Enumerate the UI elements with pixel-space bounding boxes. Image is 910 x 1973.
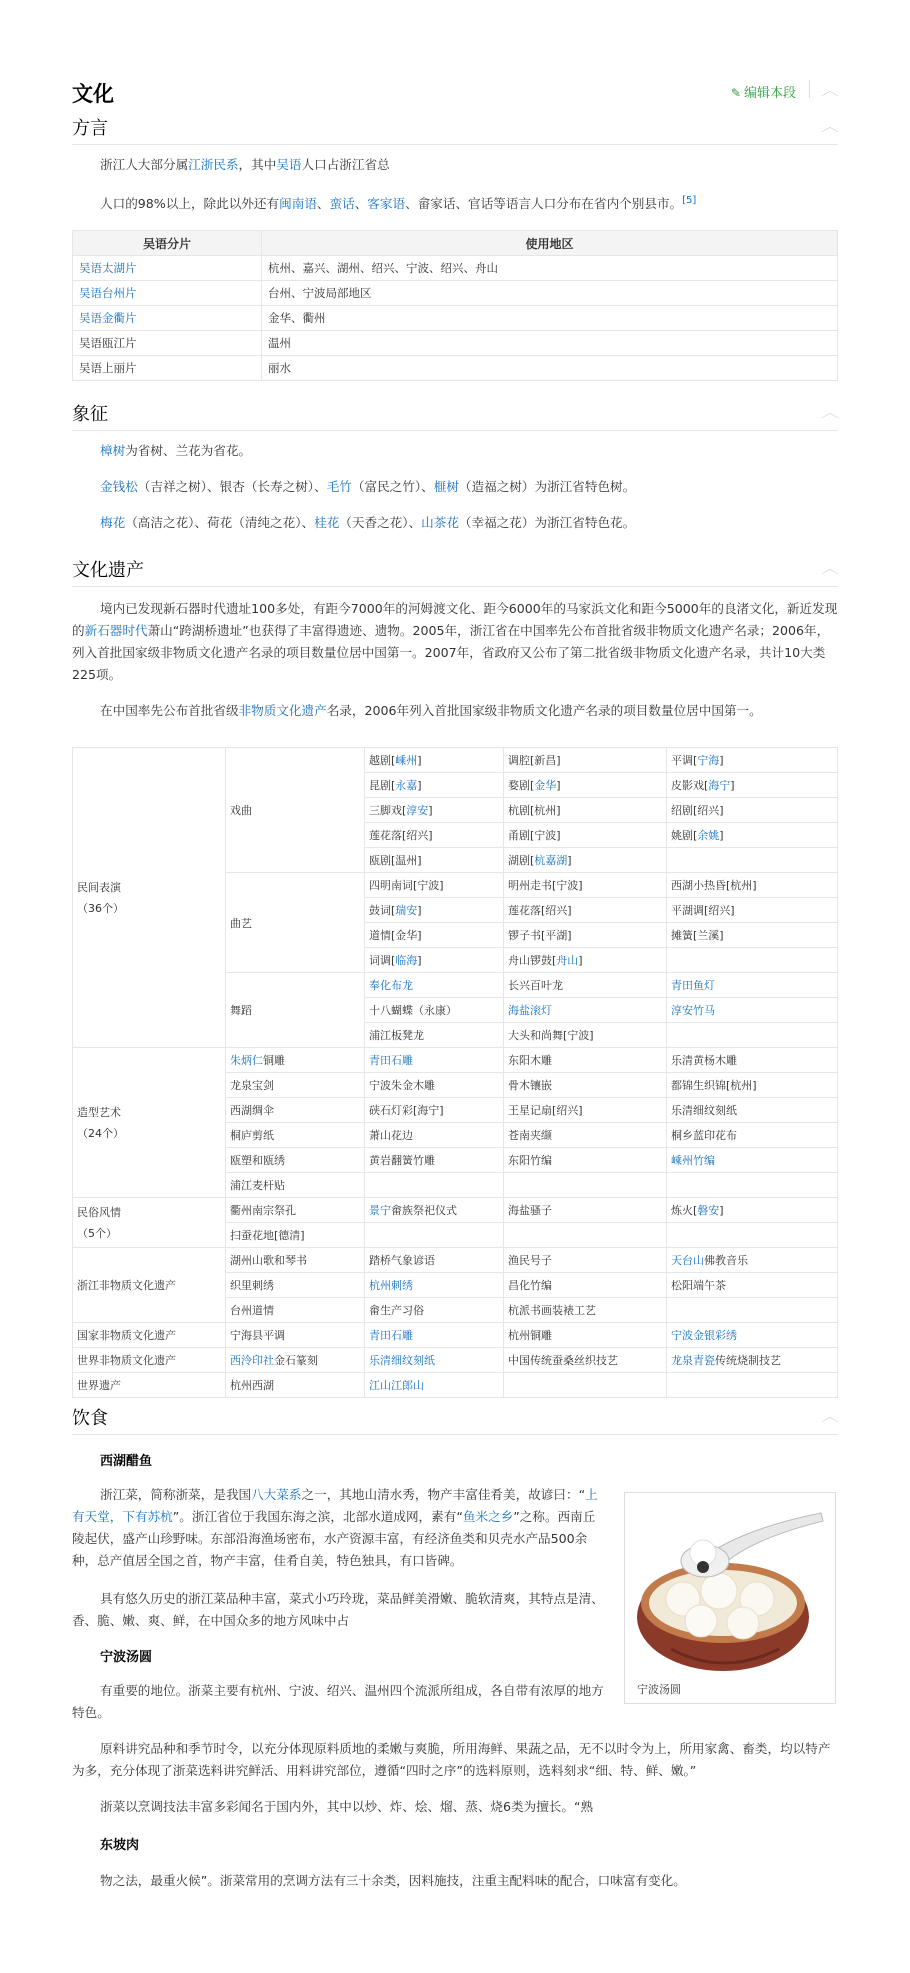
- table-cell: 调腔[新昌]: [504, 748, 667, 773]
- link[interactable]: 吴语: [276, 157, 302, 172]
- link[interactable]: 八大菜系: [251, 1487, 302, 1502]
- table-cell: [667, 1223, 838, 1248]
- table-cell: [667, 1373, 838, 1398]
- table-cell: 婺剧[金华]: [504, 773, 667, 798]
- section-title: 象征: [72, 404, 108, 425]
- section-title: 方言: [72, 118, 108, 139]
- table-cell: [365, 1223, 504, 1248]
- table-cell: [504, 1373, 667, 1398]
- table-cell: 台州、宁波局部地区: [262, 281, 838, 306]
- tangyuan-image: [631, 1499, 827, 1677]
- table-cell: 姚剧[余姚]: [667, 823, 838, 848]
- paragraph: 有重要的地位。浙菜主要有杭州、宁波、绍兴、温州四个流派所组成，各自带有浓厚的地方特色。: [72, 1683, 604, 1720]
- table-row: [73, 1198, 838, 1223]
- table-cell: 宁海县平调: [226, 1323, 365, 1348]
- table-cell: 十八蝴蝶（永康）: [365, 998, 504, 1023]
- section-title: 文化遗产: [72, 560, 144, 581]
- table-cell: 景宁畲族祭祀仪式: [365, 1198, 504, 1223]
- paragraph: 原料讲究品种和季节时令，以充分体现原料质地的柔嫩与爽脆，所用海鲜、果蔬之品，无不以时令为上，所用家禽、畜类，均以特产为多，充分体现了浙菜选料讲究鲜活、用料讲究部位，遵循“四时之序”的选料原则，选料刻求“细、特、鲜、嫩。”: [72, 1741, 831, 1778]
- table-row: [73, 331, 838, 356]
- table-cell-link[interactable]: 吴语台州片: [73, 281, 262, 306]
- table-cell: 吴语瓯江片: [73, 331, 262, 356]
- table-cell: 浦江板凳龙: [365, 1023, 504, 1048]
- edit-section-link[interactable]: ✎ 编辑本段: [730, 86, 796, 101]
- chevron-up-icon[interactable]: ︿: [820, 406, 840, 420]
- category-cell: 世界非物质文化遗产: [73, 1348, 226, 1373]
- table-cell: 桐庐剪纸: [226, 1123, 365, 1148]
- table-cell: 乐清细纹刻纸: [365, 1348, 504, 1373]
- table-cell: 金华、衢州: [262, 306, 838, 331]
- table-cell: 朱炳仁铜雕: [226, 1048, 365, 1073]
- table-cell: 畲生产习俗: [365, 1298, 504, 1323]
- link[interactable]: 客家语: [367, 196, 406, 212]
- column-header: 吴语分片: [73, 231, 262, 256]
- table-cell: 道情[金华]: [365, 923, 504, 948]
- reference-link[interactable]: [5]: [682, 195, 697, 206]
- link[interactable]: 梅花: [100, 515, 126, 530]
- section-header-heritage: [72, 552, 838, 587]
- table-row: [73, 1048, 838, 1073]
- table-cell: [667, 848, 838, 873]
- table-row: [73, 1373, 838, 1398]
- table-row: [73, 356, 838, 381]
- table-cell: 西泠印社金石篆刻: [226, 1348, 365, 1373]
- paragraph: 浙江人大部分属江浙民系，其中吴语人口占浙江省总: [100, 157, 390, 172]
- table-cell: 吴语上丽片: [73, 356, 262, 381]
- image-frame[interactable]: [624, 1492, 836, 1704]
- table-cell: 舟山锣鼓[舟山]: [504, 948, 667, 973]
- table-cell: 海盐骚子: [504, 1198, 667, 1223]
- table-cell: [504, 1223, 667, 1248]
- table-cell: 西湖绸伞: [226, 1098, 365, 1123]
- chevron-up-icon[interactable]: ︿: [820, 84, 840, 98]
- table-cell: [667, 1023, 838, 1048]
- table-cell: 东阳竹编: [504, 1148, 667, 1173]
- table-cell: 越剧[嵊州]: [365, 748, 504, 773]
- table-cell: [504, 1173, 667, 1198]
- chevron-up-icon[interactable]: ︿: [820, 1410, 840, 1424]
- table-cell: [667, 1173, 838, 1198]
- table-cell: 中国传统蚕桑丝织技艺: [504, 1348, 667, 1373]
- table-cell-link[interactable]: 吴语太湖片: [73, 256, 262, 281]
- table-cell: 大头和尚舞[宁波]: [504, 1023, 667, 1048]
- table-cell: 踏桥气象谚语: [365, 1248, 504, 1273]
- table-row: [73, 281, 838, 306]
- table-cell: 乐清黄杨木雕: [667, 1048, 838, 1073]
- subcategory-cell: 戏曲: [226, 748, 365, 873]
- table-cell: 炼火[磐安]: [667, 1198, 838, 1223]
- dish-title: 宁波汤圆: [100, 1650, 153, 1665]
- heritage-table: [72, 747, 838, 1398]
- category-cell: 世界遗产: [73, 1373, 226, 1398]
- paragraph: 境内已发现新石器时代遗址100多处，有距今7000年的河姆渡文化、距今6000年的马家浜文化和距今5000年的良渚文化，新近发现的新石器时代萧山“跨湖桥遗址”也获得了丰富得遗迹、遗物。2005年，浙江省在中国率先公布首批省级非物质文化遗产名录；2006年，列入首批国家级非物质文化遗产名录的项目数量位居中国第一。2007年，省政府又公布了第二批省级非物质文化遗产名录，共计10大类225项。: [72, 601, 838, 682]
- link[interactable]: 毛竹: [326, 479, 352, 494]
- link[interactable]: 金钱松: [100, 479, 138, 494]
- section-title: 饮食: [72, 1408, 108, 1429]
- table-cell: 杭州刺绣: [365, 1273, 504, 1298]
- paragraph: 在中国率先公布首批省级非物质文化遗产名录，2006年列入首批国家级非物质文化遗产名录的项目数量位居中国第一。: [100, 703, 762, 718]
- table-cell: 瓯剧[温州]: [365, 848, 504, 873]
- table-cell: 宁波金银彩绣: [667, 1323, 838, 1348]
- table-cell: 丽水: [262, 356, 838, 381]
- table-cell: 湖州山歌和琴书: [226, 1248, 365, 1273]
- table-cell: 瓯塑和瓯绣: [226, 1148, 365, 1173]
- table-cell: 骨木镶嵌: [504, 1073, 667, 1098]
- pencil-icon: ✎: [730, 86, 741, 100]
- table-cell: 龙泉青瓷传统烧制技艺: [667, 1348, 838, 1373]
- paragraph: 人口的98%以上，除此以外还有闽南语、蛮话、客家语、畲家话、官话等语言人口分布在省内个别县市。[5]: [100, 195, 697, 212]
- table-cell: 青田鱼灯: [667, 973, 838, 998]
- table-cell: 杭州铜雕: [504, 1323, 667, 1348]
- table-row: [73, 748, 838, 773]
- link[interactable]: 闽南语: [279, 196, 317, 212]
- category-cell: 民俗风情 （5个）: [73, 1198, 226, 1248]
- link[interactable]: 新石器时代: [84, 623, 148, 638]
- table-cell: 青田石雕: [365, 1323, 504, 1348]
- table-cell: 都锦生织锦[杭州]: [667, 1073, 838, 1098]
- paragraph: 樟树为省树、兰花为省花。: [100, 443, 252, 458]
- table-row: [73, 1348, 838, 1373]
- subcategory-cell: 舞蹈: [226, 973, 365, 1048]
- table-cell: 硖石灯彩[海宁]: [365, 1098, 504, 1123]
- table-cell: 嵊州竹编: [667, 1148, 838, 1173]
- table-cell: 海盐滚灯: [504, 998, 667, 1023]
- table-cell: 桐乡蓝印花布: [667, 1123, 838, 1148]
- category-cell: 造型艺术 （24个）: [73, 1048, 226, 1198]
- link[interactable]: 榧树: [433, 479, 459, 494]
- table-cell: 乐清细纹刻纸: [667, 1098, 838, 1123]
- table-cell: 皮影戏[海宁]: [667, 773, 838, 798]
- table-header-row: [73, 231, 838, 256]
- table-cell: 三脚戏[淳安]: [365, 798, 504, 823]
- divider: [809, 80, 810, 98]
- table-cell: 锣子书[平湖]: [504, 923, 667, 948]
- table-cell: 湖剧[杭嘉湖]: [504, 848, 667, 873]
- image-caption: 宁波汤圆: [637, 1683, 681, 1696]
- table-cell: 平湖调[绍兴]: [667, 898, 838, 923]
- table-cell: 台州道情: [226, 1298, 365, 1323]
- table-cell: 青田石雕: [365, 1048, 504, 1073]
- table-cell: 苍南夹缬: [504, 1123, 667, 1148]
- chevron-up-icon[interactable]: ︿: [820, 562, 840, 576]
- section-header-food: [72, 1400, 838, 1435]
- table-row: [73, 1248, 838, 1273]
- table-cell: 杭州、嘉兴、湖州、绍兴、宁波、绍兴、舟山: [262, 256, 838, 281]
- table-cell: 江山江郎山: [365, 1373, 504, 1398]
- table-cell: 奉化布龙: [365, 973, 504, 998]
- table-cell: 织里刺绣: [226, 1273, 365, 1298]
- paragraph: 浙菜以烹调技法丰富多彩闻名于国内外，其中以炒、炸、烩、熘、蒸、烧6类为擅长。“熟: [100, 1799, 594, 1814]
- table-cell: 鼓词[瑞安]: [365, 898, 504, 923]
- link[interactable]: 上有天堂，下有苏杭: [72, 1487, 598, 1524]
- category-cell: 国家非物质文化遗产: [73, 1323, 226, 1348]
- table-cell: 杭州西湖: [226, 1373, 365, 1398]
- table-cell: 王星记扇[绍兴]: [504, 1098, 667, 1123]
- table-row: [73, 256, 838, 281]
- table-cell: 温州: [262, 331, 838, 356]
- section-header-symbol: [72, 396, 838, 431]
- table-cell: 杭派书画装裱工艺: [504, 1298, 667, 1323]
- category-cell: 浙江非物质文化遗产: [73, 1248, 226, 1323]
- table-cell: [667, 948, 838, 973]
- table-cell: 萧山花边: [365, 1123, 504, 1148]
- table-cell: 绍剧[绍兴]: [667, 798, 838, 823]
- table-cell: 昆剧[永嘉]: [365, 773, 504, 798]
- paragraph: 金钱松（吉祥之树）、银杏（长寿之树）、毛竹（富民之竹）、榧树（造福之树）为浙江省特色树。: [100, 479, 636, 494]
- table-cell: 甬剧[宁波]: [504, 823, 667, 848]
- table-cell: 四明南词[宁波]: [365, 873, 504, 898]
- table-cell: 渔民号子: [504, 1248, 667, 1273]
- section-header-dialect: [72, 110, 838, 145]
- table-cell: [365, 1173, 504, 1198]
- table-cell-link[interactable]: 吴语金衢片: [73, 306, 262, 331]
- table-cell: 词调[临海]: [365, 948, 504, 973]
- link[interactable]: 山茶花: [421, 515, 459, 530]
- chevron-up-icon[interactable]: ︿: [820, 120, 840, 134]
- dish-title: 东坡肉: [100, 1838, 140, 1853]
- link[interactable]: 非物质文化遗产: [238, 703, 327, 718]
- table-cell: 天台山佛教音乐: [667, 1248, 838, 1273]
- table-cell: 平调[宁海]: [667, 748, 838, 773]
- paragraph: 物之法，最重火候”。浙菜常用的烹调方法有三十余类，因料施技，注重主配料味的配合，口味富有变化。: [100, 1873, 686, 1888]
- table-cell: 杭剧[杭州]: [504, 798, 667, 823]
- table-cell: [667, 1298, 838, 1323]
- table-cell: 莲花落[绍兴]: [504, 898, 667, 923]
- table-cell: 莲花落[绍兴]: [365, 823, 504, 848]
- paragraph: 具有悠久历史的浙江菜品种丰富，菜式小巧玲珑，菜品鲜美滑嫩、脆软清爽，其特点是清、香、脆、嫩、爽、鲜，在中国众多的地方风味中占: [72, 1591, 604, 1628]
- table-cell: 长兴百叶龙: [504, 973, 667, 998]
- table-cell: 浦江麦杆贴: [226, 1173, 365, 1198]
- page-title: 文化: [72, 82, 114, 106]
- table-cell: 宁波朱金木雕: [365, 1073, 504, 1098]
- link[interactable]: 蛮话: [329, 196, 355, 212]
- table-cell: 龙泉宝剑: [226, 1073, 365, 1098]
- dish-title: 西湖醋鱼: [100, 1454, 153, 1469]
- category-cell: 民间表演 （36个）: [73, 748, 226, 1048]
- table-cell: 东阳木雕: [504, 1048, 667, 1073]
- table-cell: 摊簧[兰溪]: [667, 923, 838, 948]
- table-cell: 西湖小热昏[杭州]: [667, 873, 838, 898]
- table-cell: 黄岩翻簧竹雕: [365, 1148, 504, 1173]
- link[interactable]: 鱼米之乡: [462, 1509, 514, 1524]
- table-cell: 昌化竹编: [504, 1273, 667, 1298]
- link[interactable]: 樟树: [100, 443, 126, 458]
- dialect-table: [72, 230, 838, 381]
- column-header: 使用地区: [262, 231, 838, 256]
- table-cell: 扫蚕花地[德清]: [226, 1223, 365, 1248]
- subcategory-cell: 曲艺: [226, 873, 365, 973]
- table-row: [73, 306, 838, 331]
- table-cell: 淳安竹马: [667, 998, 838, 1023]
- section-header-culture: [72, 74, 838, 110]
- link[interactable]: 桂花: [314, 515, 340, 530]
- table-cell: 明州走书[宁波]: [504, 873, 667, 898]
- table-row: [73, 1323, 838, 1348]
- table-cell: 衢州南宗祭孔: [226, 1198, 365, 1223]
- paragraph: 浙江菜，简称浙菜，是我国八大菜系之一，其地山清水秀，物产丰富佳肴美，故谚曰：“上有天堂，下有苏杭”。浙江省位于我国东海之滨，北部水道成网，素有“鱼米之乡”之称。西南丘陵起伏，盛产山珍野味。东部沿海渔场密布，水产资源丰富，有经济鱼类和贝壳水产品500余种，总产值居全国之首，物产丰富，佳肴自美，特色独具，有口皆碑。: [72, 1487, 598, 1568]
- paragraph: 梅花（高洁之花）、荷花（清纯之花）、桂花（天香之花）、山茶花（幸福之花）为浙江省特色花。: [100, 515, 636, 530]
- table-cell: 松阳端午茶: [667, 1273, 838, 1298]
- link[interactable]: 江浙民系: [188, 157, 239, 172]
